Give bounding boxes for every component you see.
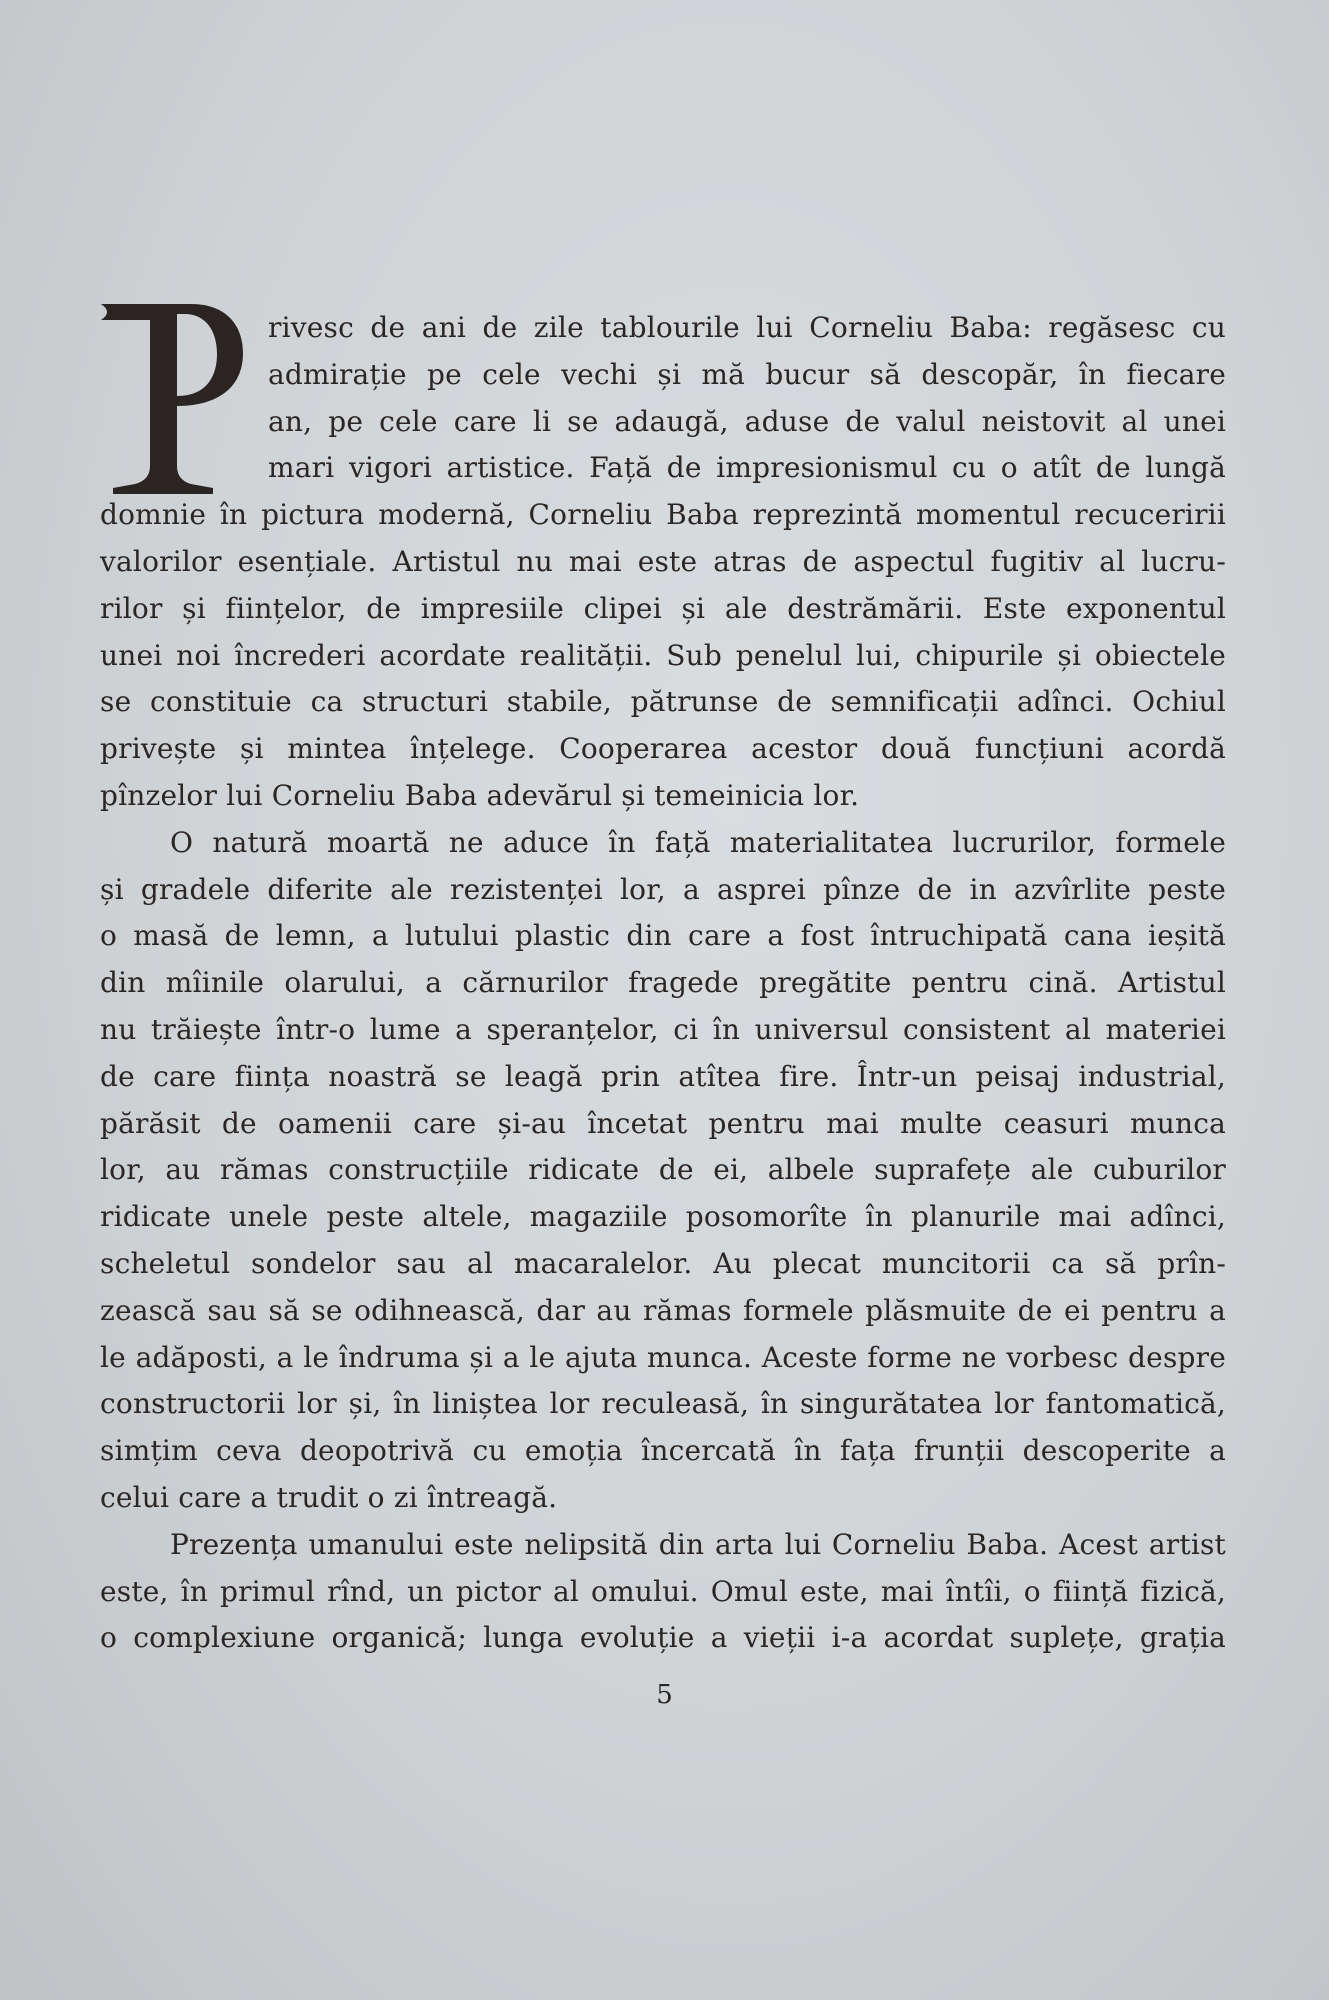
text-line: părăsit de oamenii care și-au încetat pentru mai multe ceasuri munca — [100, 1106, 1226, 1140]
text-line: celui care a trudit o zi întreagă. — [100, 1480, 558, 1514]
body-text — [100, 305, 1226, 1662]
text-line: O natură moartă ne aduce în față materialitatea lucrurilor, formele — [170, 825, 1226, 859]
text-line: o complexiune organică; lunga evoluție a vieții i-a acordat suplețe, grația — [100, 1621, 1226, 1655]
text-line: rilor și ființelor, de impresiile clipei și ale destrămării. Este exponentul — [100, 591, 1226, 625]
text-line: pînzelor lui Corneliu Baba adevărul și temeinicia lor. — [100, 778, 860, 812]
text-line: lor, au rămas construcțiile ridicate de ei, albele suprafețe ale cuburilor — [100, 1153, 1226, 1187]
text-line: rivesc de ani de zile tablourile lui Corneliu Baba: regăsesc cu — [268, 311, 1226, 344]
text-line: scheletul sondelor sau al macaralelor. Au plecat muncitorii ca să prîn- — [100, 1246, 1226, 1280]
text-line: unei noi încrederi acordate realității. Sub penelul lui, chipurile și obiectele — [100, 638, 1226, 672]
text-line: simțim ceva deopotrivă cu emoția încercată în fața frunții descoperite a — [100, 1434, 1226, 1468]
text-line: o masă de lemn, a lutului plastic din care a fost întruchipată cana ieșită — [100, 919, 1226, 953]
text-line: ridicate unele peste altele, magaziile posomorîte în planurile mai adînci, — [100, 1200, 1226, 1234]
text-line: an, pe cele care li se adaugă, aduse de valul neistovit al unei — [268, 404, 1226, 438]
text-line: privește și mintea înțelege. Cooperarea acestor două funcțiuni acordă — [100, 732, 1226, 766]
text-line: valorilor esențiale. Artistul nu mai este atras de aspectul fugitiv al lucru- — [100, 544, 1226, 578]
text-line: se constituie ca structuri stabile, pătrunse de semnificații adînci. Ochiul — [100, 685, 1226, 719]
text-line: constructorii lor și, în liniștea lor reculeasă, în singurătatea lor fantomatică, — [100, 1387, 1226, 1421]
page-number: 5 — [656, 1680, 673, 1710]
text-line: zească sau să se odihnească, dar au rămas formele plăsmuite de ei pentru a — [100, 1293, 1226, 1327]
text-line: le adăposti, a le îndruma și a le ajuta munca. Aceste forme ne vorbesc despre — [100, 1340, 1226, 1374]
text-line: Prezența umanului este nelipsită din arta lui Corneliu Baba. Acest artist — [170, 1527, 1226, 1561]
text-line: și gradele diferite ale rezistenței lor, a asprei pînze de in azvîrlite peste — [100, 872, 1226, 906]
text-line: mari vigori artistice. Față de impresionismul cu o atît de lungă — [268, 451, 1226, 485]
text-line: admirație pe cele vechi și mă bucur să descopăr, în fiecare — [268, 357, 1226, 391]
text-line: domnie în pictura modernă, Corneliu Baba reprezintă momentul recuceririi — [100, 498, 1226, 532]
text-line: de care ființa noastră se leagă prin atîtea fire. Într-un peisaj industrial, — [100, 1059, 1226, 1093]
text-line: este, în primul rînd, un pictor al omului. Omul este, mai întîi, o ființă fizică, — [100, 1574, 1226, 1608]
text-line: nu trăiește într-o lume a speranțelor, ci în universul consistent al materiei — [100, 1012, 1226, 1046]
text-line: din mîinile olarului, a cărnurilor fragede pregătite pentru cină. Artistul — [100, 966, 1226, 1000]
